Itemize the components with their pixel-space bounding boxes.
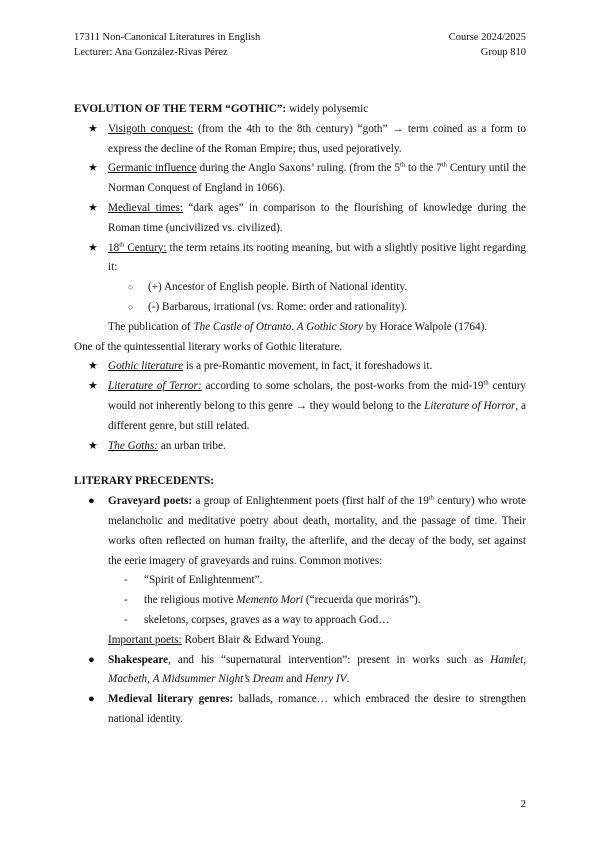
page-header (74, 30, 526, 60)
list-item: ★ The Goths: an urban tribe. (74, 437, 526, 457)
dash-list-item: - skeletons, corpses, graves as a way to approach God… (74, 611, 526, 631)
dot-bullet-icon: ● (88, 653, 95, 666)
dot-bullet-icon: ● (88, 495, 95, 508)
list-item: ★ Germanic influence during the Anglo Saxons’ ruling. (from the 5th to the 7th Century until the Norman Conquest of England in 1066). (74, 159, 526, 199)
circle-bullet-icon: ○ (128, 301, 134, 312)
list-item: ● Shakespeare, and his “supernatural intervention”: present in works such as Hamlet, Macbeth, A Midsummer Night’s Dream and Henry IV. (74, 651, 526, 691)
dash-list-item: - “Spirit of Enlightenment”. (74, 571, 526, 591)
star-bullet-icon: ★ (88, 201, 99, 214)
paragraph-otranto: The publication of The Castle of Otranto. A Gothic Story by Horace Walpole (1764). (108, 320, 488, 333)
paragraph-otranto-cont: One of the quintessential literary works of Gothic literature. (74, 340, 343, 353)
star-bullet-icon: ★ (88, 360, 99, 373)
course-code: 17311 Non-Canonical Literatures in English (74, 32, 261, 43)
sub-list-item: ○ (+) Ancestor of English people. Birth of National identity. (74, 278, 526, 298)
star-bullet-icon: ★ (88, 122, 99, 135)
circle-bullet-icon: ○ (128, 282, 134, 293)
dash-list-item: - the religious motive Memento Mori (“recuerda que morirás”). (74, 591, 526, 611)
list-item: ★ Medieval times: “dark ages” in comparison to the flourishing of knowledge during the Roman time (uncivilized vs. civilized). (74, 199, 526, 239)
dash-bullet-icon: - (124, 613, 128, 626)
list-item: ★ Literature of Terror: according to some scholars, the post-works from the mid-19th century would not inherently belong to this genre → they would belong to the Literature of Horror, a different genre, but still related. (74, 377, 526, 436)
star-bullet-icon: ★ (88, 241, 99, 254)
important-poets: Important poets: Robert Blair & Edward Young. (108, 633, 324, 646)
list-item: ● Graveyard poets: a group of Enlightenment poets (first half of the 19th century) who wrote melancholic and meditative poetry about death, mortality, and the passage of time. Their works often reflected on human frailty, the afterlife, and the decay of the body, set against the eerie imagery of graveyards and ruins. Common motives: (74, 492, 526, 571)
dash-bullet-icon: - (124, 594, 128, 607)
lecturer: Lecturer: Ana González-Rivas Pérez (74, 47, 228, 58)
list-item: ● Medieval literary genres: ballads, romance… which embraced the desire to strengthen national identity. (74, 690, 526, 730)
list-item: ★ 18th Century: the term retains its rooting meaning, but with a slightly positive light regarding it: (74, 239, 526, 279)
page-number: 2 (520, 798, 526, 810)
group: Group 810 (480, 47, 526, 58)
section-heading-precedents: LITERARY PRECEDENTS: (74, 475, 214, 488)
star-bullet-icon: ★ (88, 162, 99, 175)
document-body (74, 100, 526, 730)
list-item: ★ Gothic literature is a pre-Romantic movement, in fact, it foreshadows it. (74, 357, 526, 377)
section-heading-gothic: EVOLUTION OF THE TERM “GOTHIC”: widely polysemic (74, 103, 369, 115)
star-bullet-icon: ★ (88, 439, 99, 452)
sub-list-item: ○ (-) Barbarous, irrational (vs. Rome: order and rationality). (74, 298, 526, 318)
dash-bullet-icon: - (124, 574, 128, 587)
star-bullet-icon: ★ (88, 380, 99, 393)
list-item: ★ Visigoth conquest: (from the 4th to the 8th century) “goth” → term coined as a form to express the decline of the Roman Empire; thus, used pejoratively. (74, 120, 526, 160)
course-year: Course 2024/2025 (448, 32, 526, 43)
dot-bullet-icon: ● (88, 693, 95, 706)
